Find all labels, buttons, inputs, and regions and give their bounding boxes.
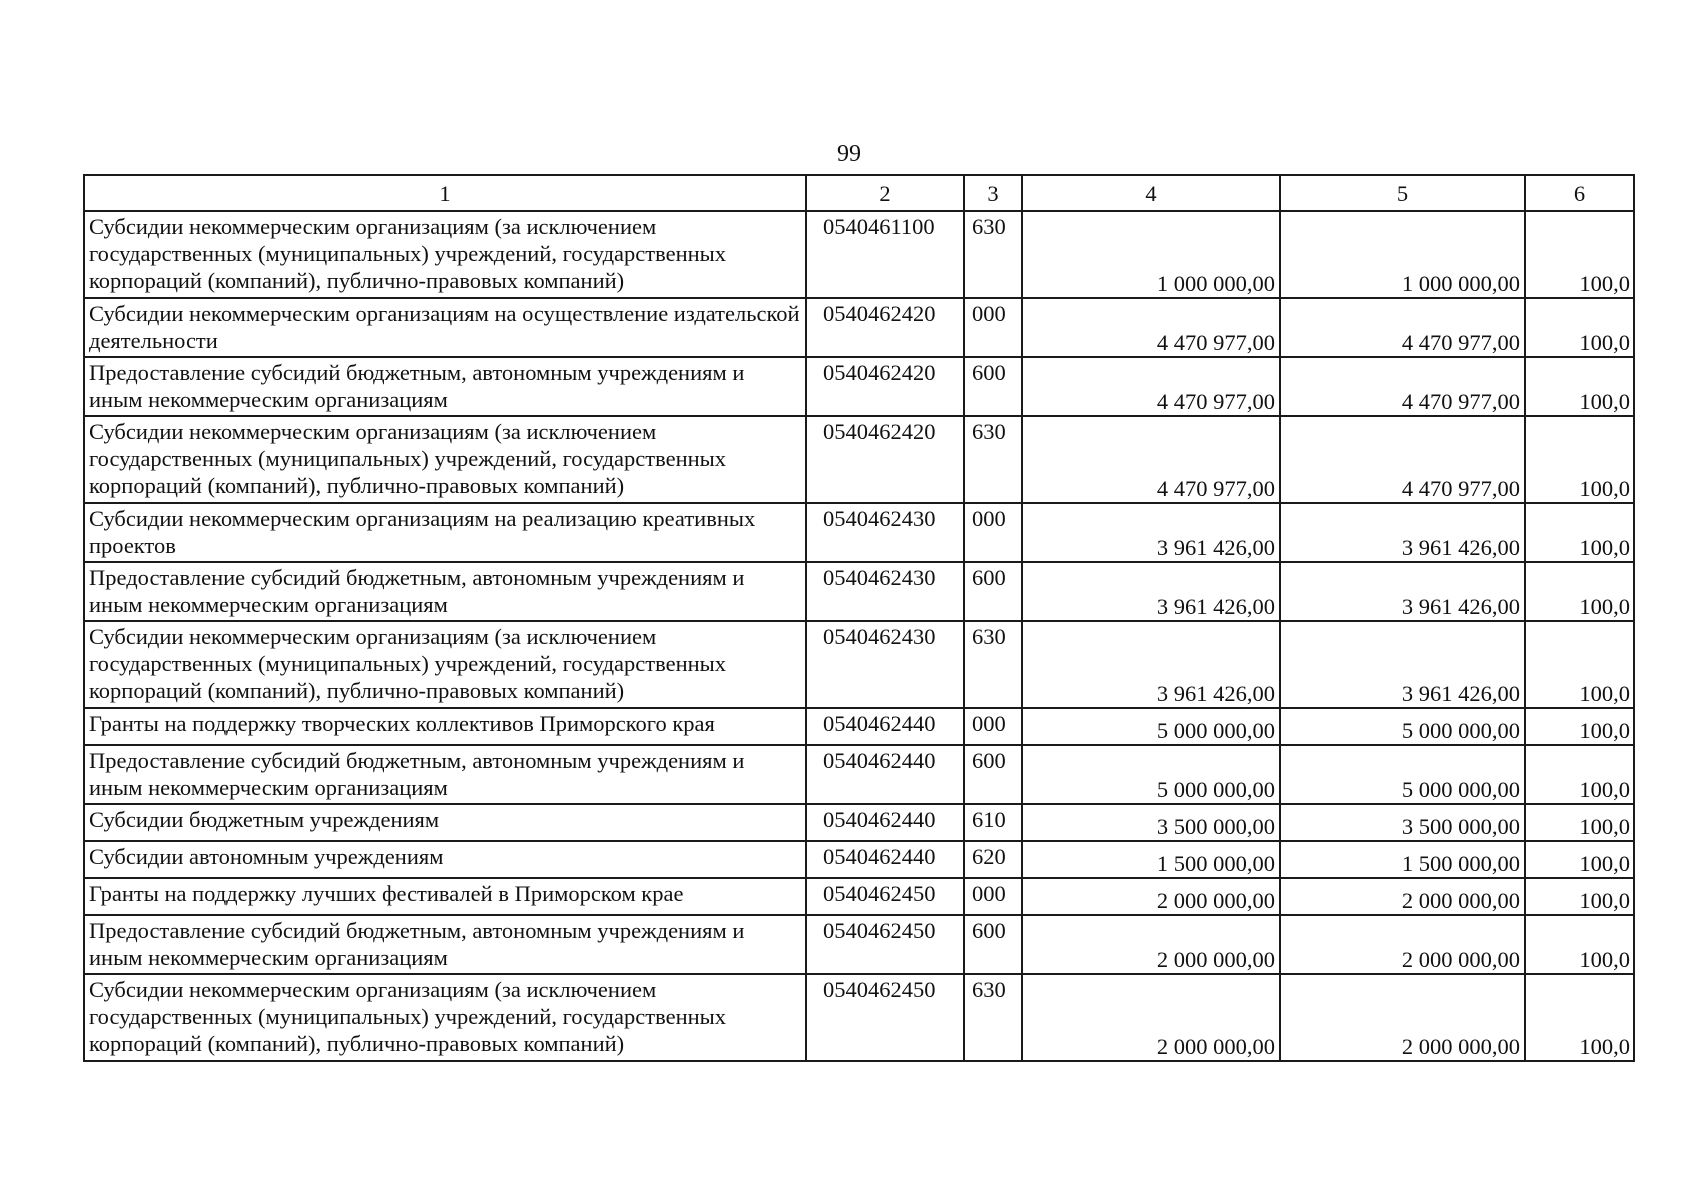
row-actual: 3 961 426,00 [1280,621,1525,708]
row-code: 0540462420 [806,298,964,357]
row-type: 630 [964,416,1022,503]
header-row [84,175,1634,211]
page-number: 99 [837,141,861,167]
row-percent: 100,0 [1525,915,1634,974]
row-percent: 100,0 [1525,804,1634,841]
row-code: 0540462440 [806,841,964,878]
row-planned: 5 000 000,00 [1022,708,1280,745]
row-type: 000 [964,708,1022,745]
row-code: 0540462440 [806,804,964,841]
row-percent: 100,0 [1525,621,1634,708]
table-row [84,298,1634,357]
row-type: 630 [964,621,1022,708]
row-percent: 100,0 [1525,211,1634,298]
row-planned: 1 500 000,00 [1022,841,1280,878]
row-code: 0540462420 [806,357,964,416]
row-name: Субсидии автономным учреждениям [84,841,806,878]
row-type: 600 [964,745,1022,804]
row-type: 000 [964,298,1022,357]
row-percent: 100,0 [1525,878,1634,915]
row-type: 630 [964,211,1022,298]
header-col-6: 6 [1525,175,1634,211]
table-row [84,841,1634,878]
header-col-2: 2 [806,175,964,211]
row-name: Субсидии некоммерческим организациям (за исключением государственных (муниципальных) учреждений, государственных корпораций (компаний), публично-правовых компаний) [84,621,806,708]
row-percent: 100,0 [1525,841,1634,878]
row-name: Субсидии некоммерческим организациям (за исключением государственных (муниципальных) учреждений, государственных корпораций (компаний), публично-правовых компаний) [84,974,806,1061]
row-actual: 2 000 000,00 [1280,974,1525,1061]
header-col-1: 1 [84,175,806,211]
row-percent: 100,0 [1525,298,1634,357]
row-planned: 4 470 977,00 [1022,298,1280,357]
header-col-4: 4 [1022,175,1280,211]
row-type: 600 [964,562,1022,621]
table-row [84,915,1634,974]
row-actual: 1 000 000,00 [1280,211,1525,298]
row-type: 630 [964,974,1022,1061]
row-planned: 5 000 000,00 [1022,745,1280,804]
row-type: 600 [964,357,1022,416]
row-actual: 4 470 977,00 [1280,298,1525,357]
row-type: 610 [964,804,1022,841]
table-row [84,621,1634,708]
table-row [84,708,1634,745]
row-name: Гранты на поддержку лучших фестивалей в Приморском крае [84,878,806,915]
row-planned: 4 470 977,00 [1022,357,1280,416]
row-actual: 3 961 426,00 [1280,562,1525,621]
table-row [84,804,1634,841]
row-code: 0540462430 [806,621,964,708]
row-actual: 4 470 977,00 [1280,357,1525,416]
row-actual: 1 500 000,00 [1280,841,1525,878]
row-name: Субсидии некоммерческим организациям на реализацию креативных проектов [84,503,806,562]
row-percent: 100,0 [1525,745,1634,804]
table-row [84,211,1634,298]
row-code: 0540462420 [806,416,964,503]
row-planned: 2 000 000,00 [1022,915,1280,974]
table-row [84,503,1634,562]
row-code: 0540462440 [806,708,964,745]
row-name: Предоставление субсидий бюджетным, автономным учреждениям и иным некоммерческим организациям [84,745,806,804]
row-code: 0540462440 [806,745,964,804]
row-name: Предоставление субсидий бюджетным, автономным учреждениям и иным некоммерческим организациям [84,915,806,974]
row-planned: 3 500 000,00 [1022,804,1280,841]
table-row [84,878,1634,915]
table-row [84,357,1634,416]
row-planned: 3 961 426,00 [1022,503,1280,562]
row-actual: 5 000 000,00 [1280,745,1525,804]
row-planned: 3 961 426,00 [1022,621,1280,708]
row-actual: 2 000 000,00 [1280,915,1525,974]
row-percent: 100,0 [1525,503,1634,562]
table-row [84,974,1634,1061]
row-name: Субсидии некоммерческим организациям (за исключением государственных (муниципальных) учреждений, государственных корпораций (компаний), публично-правовых компаний) [84,211,806,298]
header-col-3: 3 [964,175,1022,211]
row-name: Предоставление субсидий бюджетным, автономным учреждениям и иным некоммерческим организациям [84,562,806,621]
budget-table [83,174,1635,1062]
row-actual: 2 000 000,00 [1280,878,1525,915]
row-type: 620 [964,841,1022,878]
table-row [84,562,1634,621]
row-code: 0540462430 [806,503,964,562]
row-name: Субсидии некоммерческим организациям (за исключением государственных (муниципальных) учреждений, государственных корпораций (компаний), публично-правовых компаний) [84,416,806,503]
row-code: 0540462430 [806,562,964,621]
row-planned: 4 470 977,00 [1022,416,1280,503]
row-percent: 100,0 [1525,357,1634,416]
row-percent: 100,0 [1525,562,1634,621]
row-actual: 5 000 000,00 [1280,708,1525,745]
row-name: Предоставление субсидий бюджетным, автономным учреждениям и иным некоммерческим организациям [84,357,806,416]
row-percent: 100,0 [1525,708,1634,745]
table-row [84,745,1634,804]
row-name: Субсидии некоммерческим организациям на осуществление издательской деятельности [84,298,806,357]
row-planned: 1 000 000,00 [1022,211,1280,298]
row-name: Гранты на поддержку творческих коллективов Приморского края [84,708,806,745]
row-name: Субсидии бюджетным учреждениям [84,804,806,841]
row-actual: 3 500 000,00 [1280,804,1525,841]
row-type: 600 [964,915,1022,974]
row-code: 0540462450 [806,974,964,1061]
row-code: 0540462450 [806,915,964,974]
table-row [84,416,1634,503]
row-planned: 3 961 426,00 [1022,562,1280,621]
row-type: 000 [964,503,1022,562]
row-planned: 2 000 000,00 [1022,974,1280,1061]
row-actual: 3 961 426,00 [1280,503,1525,562]
row-code: 0540462450 [806,878,964,915]
row-planned: 2 000 000,00 [1022,878,1280,915]
row-percent: 100,0 [1525,416,1634,503]
row-percent: 100,0 [1525,974,1634,1061]
row-type: 000 [964,878,1022,915]
row-actual: 4 470 977,00 [1280,416,1525,503]
row-code: 0540461100 [806,211,964,298]
header-col-5: 5 [1280,175,1525,211]
